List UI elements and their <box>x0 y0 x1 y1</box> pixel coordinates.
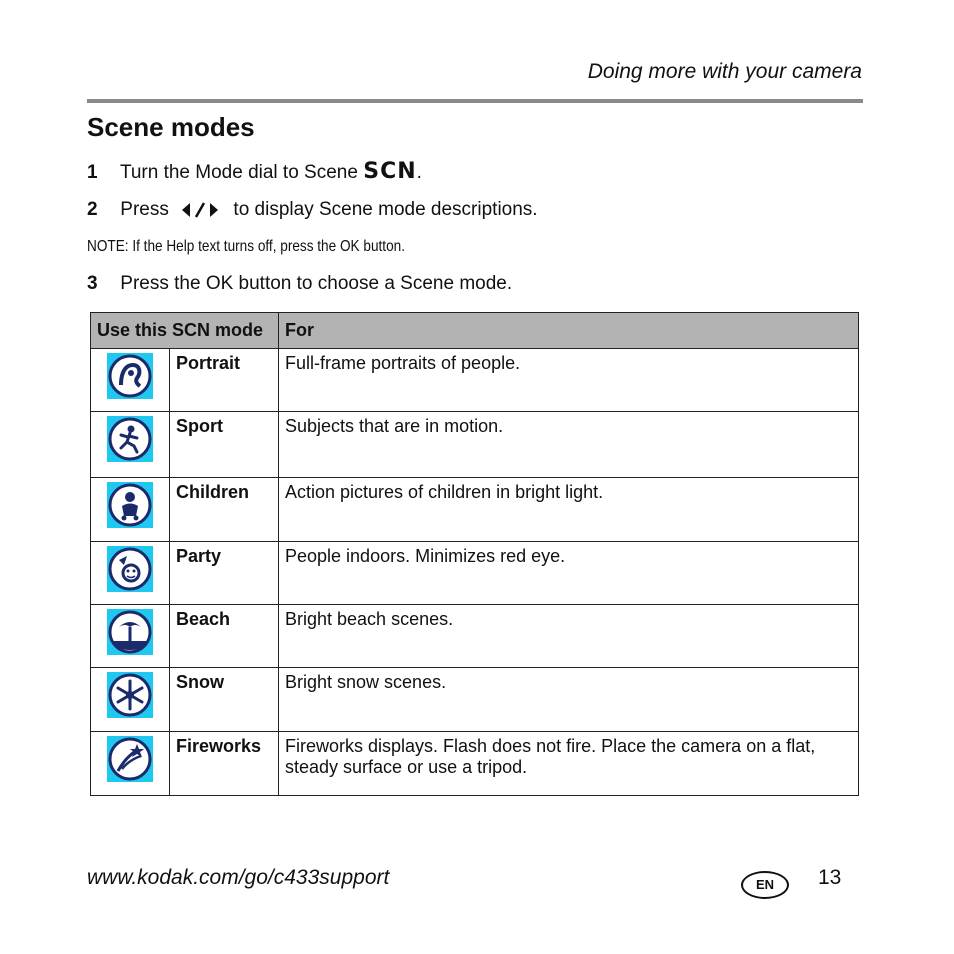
step-number: 3 <box>87 273 98 294</box>
mode-description: People indoors. Minimizes red eye. <box>279 542 859 605</box>
support-url[interactable]: www.kodak.com/go/c433support <box>87 866 390 889</box>
mode-description: Action pictures of children in bright light. <box>279 478 859 542</box>
note: NOTE: If the Help text turns off, press the OK button. <box>87 238 405 255</box>
table-row <box>91 478 859 542</box>
mode-name: Portrait <box>170 349 279 412</box>
table-row <box>91 349 859 412</box>
fireworks-icon <box>107 736 153 782</box>
mode-description: Full-frame portraits of people. <box>279 349 859 412</box>
mode-name: Children <box>170 478 279 542</box>
step-1: 1 Turn the Mode dial to Scene SCN. <box>87 159 422 184</box>
table-row <box>91 668 859 732</box>
scn-mode-glyph: SCN <box>363 159 417 184</box>
step-text-after: to display Scene mode descriptions. <box>233 199 538 220</box>
step-number: 2 <box>87 199 98 220</box>
language-badge: EN <box>741 871 789 899</box>
column-header-mode: Use this SCN mode <box>91 313 279 349</box>
mode-name: Beach <box>170 605 279 668</box>
header-rule <box>87 99 863 103</box>
mode-description: Bright beach scenes. <box>279 605 859 668</box>
beach-icon <box>107 609 153 655</box>
page-number: 13 <box>818 866 842 889</box>
step-3 <box>87 273 512 295</box>
portrait-icon <box>107 353 153 399</box>
step-2 <box>87 199 538 221</box>
section-title: Scene modes <box>87 112 255 142</box>
table-row <box>91 412 859 478</box>
table-row <box>91 542 859 605</box>
children-icon <box>107 482 153 528</box>
party-icon <box>107 546 153 592</box>
snow-icon <box>107 672 153 718</box>
table-header-row <box>91 313 859 349</box>
mode-name: Snow <box>170 668 279 732</box>
step-text: Press <box>120 199 169 220</box>
table-row <box>91 605 859 668</box>
mode-description: Bright snow scenes. <box>279 668 859 732</box>
step-number: 1 <box>87 162 98 183</box>
step-text: Press the OK button to choose a Scene mode. <box>120 273 513 294</box>
mode-name: Fireworks <box>170 732 279 796</box>
running-header: Doing more with your camera <box>587 60 862 83</box>
mode-name: Party <box>170 542 279 605</box>
column-header-for: For <box>279 313 859 349</box>
mode-name: Sport <box>170 412 279 478</box>
step-text: Turn the Mode dial to Scene <box>119 162 358 183</box>
scene-mode-table <box>90 312 859 796</box>
mode-description: Subjects that are in motion. <box>279 412 859 478</box>
sport-icon <box>107 416 153 462</box>
mode-description: Fireworks displays. Flash does not fire. Place the camera on a flat, steady surface or use a tripod. <box>279 732 859 796</box>
table-row <box>91 732 859 796</box>
left-right-arrows-icon <box>180 200 222 220</box>
